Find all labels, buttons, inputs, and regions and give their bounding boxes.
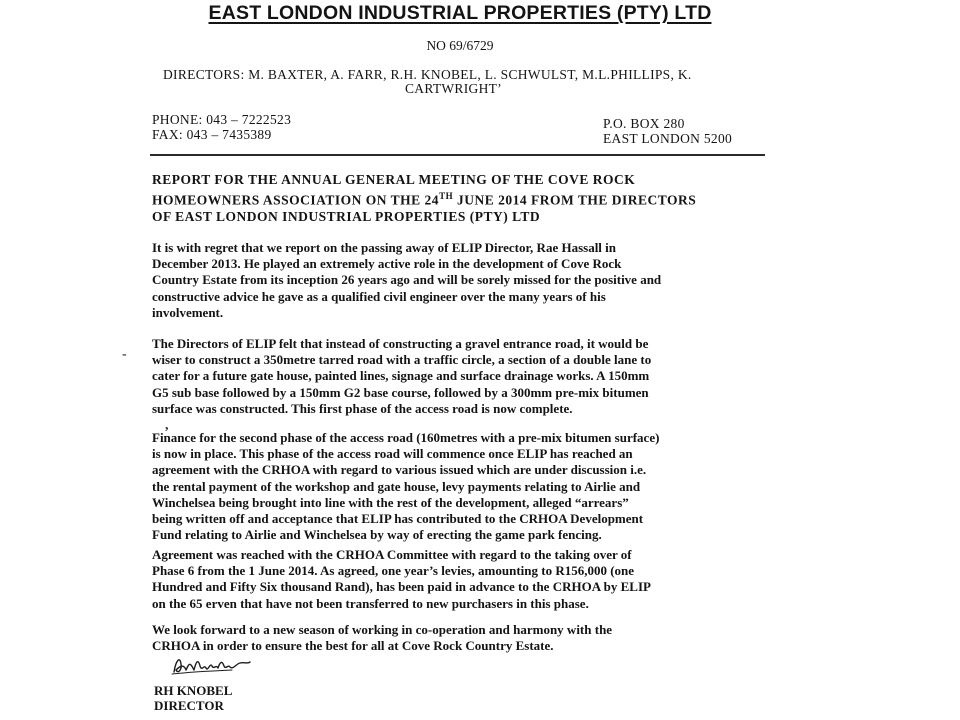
paragraph-line: Winchelsea being brought into line with the rest of the development, alleged “arrears” bbox=[152, 494, 629, 510]
paragraph-line: Finance for the second phase of the access road (160metres with a pre-mix bitumen surface) bbox=[152, 430, 660, 445]
report-title-line-1: REPORT FOR THE ANNUAL GENERAL MEETING OF THE COVE ROCK bbox=[152, 172, 636, 187]
report-title-superscript: TH bbox=[439, 191, 454, 201]
phone-number: PHONE: 043 – 7222523 bbox=[152, 112, 292, 127]
po-box: P.O. BOX 280 bbox=[603, 116, 685, 131]
paragraph-second-phase bbox=[152, 430, 777, 543]
paragraph-line: surface was constructed. This first phase of the access road is now complete. bbox=[152, 400, 573, 416]
paragraph-line: on the 65 erven that have not been transferred to new purchasers in this phase. bbox=[152, 595, 589, 611]
paragraph-condolence bbox=[152, 240, 777, 321]
paragraph-line: agreement with the CRHOA with regard to various issued which are under discussion i.e. bbox=[152, 462, 647, 478]
report-title-line-3: OF EAST LONDON INDUSTRIAL PROPERTIES (PTY) LTD bbox=[152, 208, 541, 224]
paragraph-line: It is with regret that we report on the passing away of ELIP Director, Rae Hassall in bbox=[152, 240, 617, 255]
margin-mark: , bbox=[165, 418, 169, 433]
paragraph-line: constructive advice he gave as a qualified civil engineer over the many years of his bbox=[152, 288, 606, 304]
paragraph-line: December 2013. He played an extremely active role in the development of Cove Rock bbox=[152, 256, 622, 272]
paragraph-line: is now in place. This phase of the access road will commence once ELIP has reached an bbox=[152, 446, 633, 462]
report-title-line-2b: JUNE 2014 FROM THE DIRECTORS bbox=[453, 192, 697, 208]
signatory-title: DIRECTOR bbox=[154, 698, 224, 713]
header-divider bbox=[150, 154, 765, 156]
paragraph-line: cater for a future gate house, painted lines, signage and surface drainage works. A 150mm bbox=[152, 368, 650, 384]
paragraph-closing bbox=[152, 622, 777, 654]
paragraph-phase-6-agreement bbox=[152, 547, 777, 612]
paragraph-line: CRHOA in order to ensure the best for all at Cove Rock Country Estate. bbox=[152, 638, 554, 654]
handwritten-signature bbox=[170, 652, 254, 678]
paragraph-line: Agreement was reached with the CRHOA Committee with regard to the taking over of bbox=[152, 547, 632, 562]
directors-line-2: CARTWRIGHT’ bbox=[405, 81, 502, 96]
report-title bbox=[152, 172, 772, 225]
paragraph-line: Hundred and Fifty Six thousand Rand), has been paid in advance to the CRHOA by ELIP bbox=[152, 579, 651, 595]
fax-number: FAX: 043 – 7435389 bbox=[152, 127, 272, 142]
paragraph-line: Country Estate from its inception 26 years ago and will be sorely missed for the positive and bbox=[152, 272, 662, 288]
paragraph-line: wiser to construct a 350metre tarred road with a traffic circle, a section of a double lane to bbox=[152, 352, 652, 368]
signatory-name: RH KNOBEL bbox=[154, 683, 233, 698]
directors-line-1: DIRECTORS: M. BAXTER, A. FARR, R.H. KNOBEL, L. SCHWULST, M.L.PHILLIPS, K. bbox=[163, 67, 692, 82]
paragraph-line: Fund relating to Airlie and Winchelsea by way of erecting the game park fencing. bbox=[152, 527, 602, 543]
report-title-line-2 bbox=[152, 188, 772, 209]
city-address: EAST LONDON 5200 bbox=[603, 131, 733, 146]
report-title-line-2a: HOMEOWNERS ASSOCIATION ON THE 24 bbox=[152, 192, 440, 208]
paragraph-line: being written off and acceptance that ELIP has contributed to the CRHOA Development bbox=[152, 511, 644, 527]
registration-number: NO 69/6729 bbox=[426, 38, 494, 53]
paragraph-access-road bbox=[152, 336, 777, 417]
margin-mark: - bbox=[122, 347, 127, 362]
paragraph-line: Phase 6 from the 1 June 2014. As agreed, one year’s levies, amounting to R156,000 (one bbox=[152, 563, 635, 579]
paragraph-line: The Directors of ELIP felt that instead of constructing a gravel entrance road, it would be bbox=[152, 336, 649, 351]
paragraph-line: the rental payment of the workshop and gate house, levy payments relating to Airlie and bbox=[152, 478, 641, 494]
paragraph-line: G5 sub base followed by a 150mm G2 base course, followed by a 300mm pre-mix bitumen bbox=[152, 384, 649, 400]
paragraph-line: involvement. bbox=[152, 304, 224, 320]
company-name-heading: EAST LONDON INDUSTRIAL PROPERTIES (PTY) LTD bbox=[208, 2, 712, 24]
paragraph-line: We look forward to a new season of working in co-operation and harmony with the bbox=[152, 622, 613, 637]
